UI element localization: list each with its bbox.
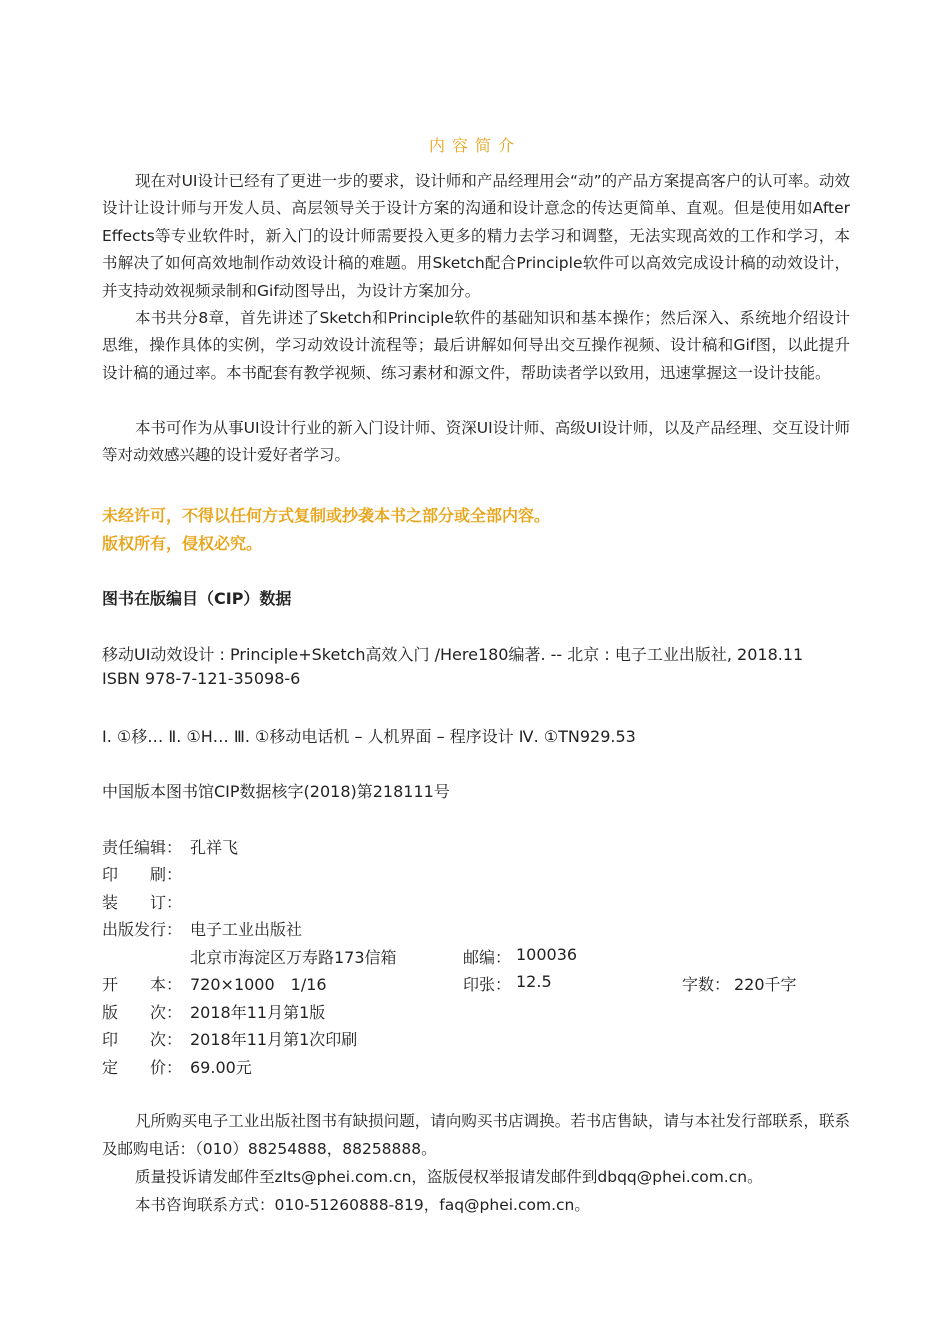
words-label: 字数： — [682, 975, 731, 994]
words-value: 220千字 — [734, 975, 797, 994]
address-value: 北京市海淀区万寿路173信箱 — [190, 948, 397, 967]
impression-value: 2018年11月第1次印刷 — [190, 1030, 358, 1049]
publisher-label: 出版发行： — [102, 920, 183, 939]
printing-label: 印 刷： — [102, 865, 183, 884]
format-value: 720×1000 1/16 — [190, 975, 327, 994]
price-value: 69.00元 — [190, 1058, 252, 1077]
cip-bib-line: 移动UI动效设计 : Principle+Sketch高效入门 /Here180编著. -- 北京 : 电子工业出版社, 2018.11 — [102, 645, 804, 664]
cip-title: 图书在版编目（CIP）数据 — [102, 589, 292, 608]
copyright-warning-1: 未经许可，不得以任何方式复制或抄袭本书之部分或全部内容。 — [102, 506, 551, 525]
impression-label: 印 次： — [102, 1030, 183, 1049]
edition-label: 版 次： — [102, 1003, 183, 1022]
cip-classification: Ⅰ. ①移… Ⅱ. ①H… Ⅲ. ①移动电话机 – 人机界面 – 程序设计 Ⅳ. ①TN929.53 — [102, 727, 636, 746]
sheets-value: 12.5 — [516, 972, 552, 991]
cip-isbn: ISBN 978-7-121-35098-6 — [102, 669, 301, 688]
edition-value: 2018年11月第1版 — [190, 1003, 326, 1022]
sheets-label: 印张： — [463, 975, 512, 994]
intro-paragraph-3: 本书可作为从事UI设计行业的新入门设计师、资深UI设计师、高级UI设计师，以及产品经理、交互设计师等对动效感兴趣的设计爱好者学习。 — [102, 419, 850, 465]
copyright-warning-2: 版权所有，侵权必究。 — [102, 534, 263, 553]
postcode-label: 邮编： — [463, 948, 512, 967]
postcode-value: 100036 — [516, 945, 578, 964]
cip-number: 中国版本图书馆CIP数据核字(2018)第218111号 — [102, 782, 450, 801]
price-label: 定 价： — [102, 1058, 183, 1077]
format-label: 开 本： — [102, 975, 183, 994]
contact-note: 本书咨询联系方式：010-51260888-819，faq@phei.com.cn。 — [135, 1196, 590, 1214]
intro-paragraph-1: 现在对UI设计已经有了更进一步的要求，设计师和产品经理用会“动”的产品方案提高客户的认可率。动效设计让设计师与开发人员、高层领导关于设计方案的沟通和设计意念的传达更简单、直观。但是使用如After Effects等专业软件时，新入门的设计师需要投入更多的精力去学习和调整，无法实现高效的工作和学习，本书解决了如何高效地制作动效设计稿的难题。用Sketch配合Principle软件可以高效完成设计稿的动效设计，并支持动效视频录制和Gif动图导出，为设计方案加分。 — [102, 172, 850, 300]
complaint-note: 质量投诉请发邮件至zlts@phei.com.cn，盗版侵权举报请发邮件到dbqq@phei.com.cn。 — [135, 1168, 763, 1186]
editor-value: 孔祥飞 — [190, 838, 239, 857]
section-heading: 内容简介 — [428, 136, 521, 155]
intro-paragraph-2: 本书共分8章，首先讲述了Sketch和Principle软件的基础知识和基本操作；然后深入、系统地介绍设计思维，操作具体的实例，学习动效设计流程等；最后讲解如何导出交互操作视频、设计稿和Gif图，以此提升设计稿的通过率。本书配套有教学视频、练习素材和源文件，帮助读者学以致用，迅速掌握这一设计技能。 — [102, 309, 850, 382]
editor-label: 责任编辑： — [102, 838, 183, 857]
publisher-value: 电子工业出版社 — [190, 920, 303, 939]
service-note: 凡所购买电子工业出版社图书有缺损问题，请向购买书店调换。若书店售缺，请与本社发行部联系，联系及邮购电话：（010）88254888，88258888。 — [102, 1112, 850, 1158]
binding-label: 装 订： — [102, 893, 183, 912]
